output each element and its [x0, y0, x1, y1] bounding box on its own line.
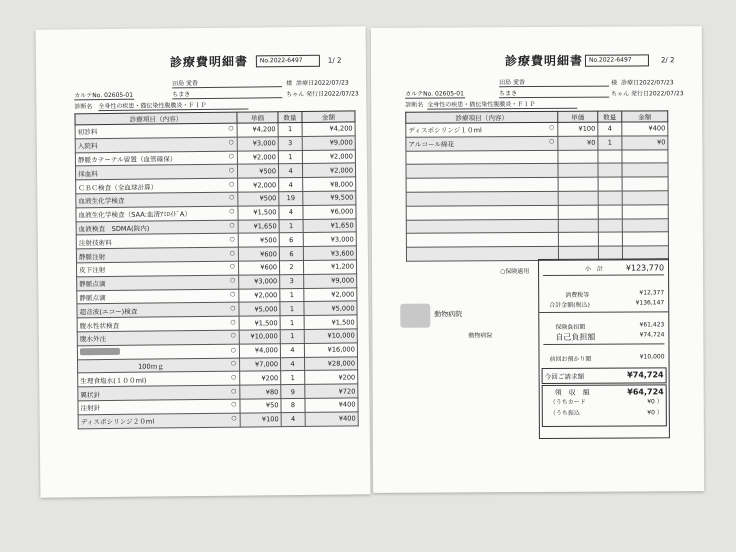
unit-price [558, 191, 598, 205]
insurance-label: 保険負担額 [555, 323, 586, 331]
quantity: 1 [280, 288, 304, 302]
page-title: 診療費明細書 [169, 54, 248, 70]
item-name-cell [406, 122, 558, 137]
insurance-mark: ○ [231, 387, 237, 395]
quantity: 1 [280, 316, 304, 330]
insurance-mark: ○ [230, 346, 236, 354]
amount: ¥200 [305, 370, 358, 384]
unit-price: ¥0 [558, 136, 598, 150]
self-pay-label: 自己負担額 [555, 332, 596, 342]
visit-date: 診療日2022/07/23 [296, 79, 349, 88]
insurance-mark: ○ [229, 263, 236, 271]
unit-price: ¥600 [238, 247, 279, 261]
table-row [406, 177, 668, 192]
quantity: 4 [281, 412, 305, 426]
insurance-mark: ○ [231, 400, 237, 409]
table-row [406, 232, 668, 247]
table-row [406, 149, 668, 164]
patient-name: 田島 愛香 [499, 80, 609, 88]
item-name: ＣＢＣ検査（全血球計算） [78, 183, 158, 192]
header-qty: 数量 [278, 111, 302, 122]
amount [622, 191, 668, 205]
deposit-label: 前回お預かり額 [549, 355, 592, 363]
amount: ¥10,000 [304, 329, 357, 343]
unit-price: ¥5,000 [239, 302, 280, 316]
card-value: ¥0 ） [647, 398, 663, 406]
amount [622, 149, 668, 163]
table-row [406, 205, 668, 220]
quantity [598, 219, 622, 233]
visit-date: 診療日2022/07/23 [621, 79, 674, 87]
amount: ¥6,000 [303, 205, 356, 219]
insurance-mark: ○ [231, 414, 237, 422]
document-number: No.2022-6497 [585, 54, 649, 66]
redacted-item-name [80, 348, 120, 355]
amount [622, 177, 668, 191]
quantity: 4 [281, 357, 305, 371]
unit-price [558, 150, 598, 164]
unit-price: ¥7,000 [240, 357, 281, 371]
diagnosis-label: 診断名 [74, 103, 93, 111]
quantity: 1 [281, 371, 305, 385]
page-number: 1/ 2 [327, 56, 342, 65]
header-price: 単価 [237, 112, 278, 123]
chart-number: カルテNo. 02605-01 [74, 91, 134, 100]
amount: ¥4,200 [302, 122, 355, 136]
unit-price: ¥200 [240, 371, 281, 385]
item-name: 腹水性状検査 [79, 321, 120, 330]
amount: ¥1,200 [303, 260, 356, 274]
quantity: 4 [279, 205, 303, 219]
unit-price: ¥3,000 [237, 137, 278, 151]
item-name: 翼状針 [80, 390, 101, 399]
amount: ¥1,650 [303, 218, 356, 232]
quantity [598, 191, 622, 205]
item-name-cell [406, 178, 558, 193]
diagnosis: 全身性の疾患・猫伝染性腹膜炎・ＦＩＰ [98, 103, 248, 112]
header-item: 診療項目（内容） [406, 111, 558, 123]
table-row [406, 136, 668, 151]
invoice-page-1 [36, 26, 371, 497]
item-name: 注射技術料 [78, 238, 112, 248]
item-name: アルコール綿花 [408, 140, 455, 149]
document-number: No.2022-6497 [256, 55, 320, 68]
amount: ¥720 [305, 384, 358, 398]
amount: ¥9,000 [304, 274, 357, 288]
quantity: 19 [279, 191, 303, 205]
item-name-cell [78, 413, 240, 428]
unit-price: ¥600 [238, 261, 279, 275]
quantity: 4 [278, 164, 302, 178]
item-name: 生理食塩水(１００ml) [80, 376, 147, 386]
page-title: 診療費明細書 [504, 53, 584, 69]
insurance-mark: ○ [228, 125, 234, 133]
item-name: 100ｍｇ [138, 362, 164, 371]
amount: ¥9,000 [302, 136, 355, 150]
unit-price: ¥10,000 [239, 330, 280, 344]
item-name-cell [406, 219, 558, 234]
quantity [598, 150, 622, 164]
amount: ¥1,500 [304, 315, 357, 329]
quantity: 1 [280, 302, 304, 316]
unit-price: ¥1,500 [238, 205, 279, 219]
unit-price [558, 205, 598, 219]
insurance-mark: ○ [549, 138, 555, 146]
insurance-mark: ○ [230, 373, 237, 381]
unit-price [558, 164, 598, 178]
clinic-name: 動物病院 [434, 310, 463, 319]
quantity: 3 [280, 274, 304, 288]
unit-price [558, 233, 598, 247]
insurance-mark: ○ [230, 304, 236, 312]
deposit-value: ¥10,000 [639, 353, 665, 361]
amount: ¥8,000 [303, 177, 356, 191]
diagnosis: 全身性の疾患・猫伝染性腹膜炎・ＦＩＰ [427, 102, 577, 110]
redacted-logo [400, 304, 430, 328]
total-label: 合計金額(税込) [549, 301, 590, 309]
summary-box [538, 258, 670, 439]
clinic-subtitle: 動物病院 [468, 332, 493, 340]
table-row [406, 191, 668, 206]
quantity: 6 [279, 247, 303, 261]
item-name-cell [406, 191, 558, 206]
item-name: 静脈カテーテル留置（血管確保） [77, 155, 177, 165]
item-name: 血液生化学検査 [78, 197, 125, 206]
received-value: ¥64,724 [627, 387, 664, 397]
subtotal-value: ¥123,770 [625, 263, 665, 273]
items-table [405, 110, 669, 261]
unit-price: ¥1,500 [239, 316, 280, 330]
unit-price: ¥2,000 [238, 178, 279, 192]
item-name-cell [406, 164, 558, 179]
pet-name: ちまき [172, 91, 282, 99]
quantity [598, 232, 622, 246]
amount: ¥400 [305, 398, 358, 412]
quantity [598, 205, 622, 219]
quantity: 2 [279, 260, 303, 274]
issue-date: ちゃん 発行日2022/07/23 [286, 90, 359, 99]
quantity: 1 [279, 219, 303, 233]
unit-price: ¥2,000 [237, 150, 278, 164]
unit-price: ¥4,200 [237, 123, 278, 137]
header-qty: 数量 [598, 111, 622, 122]
insurance-mark: ○ [229, 207, 235, 215]
insurance-mark: ○ [230, 318, 236, 326]
unit-price [558, 177, 598, 191]
item-name-cell [406, 150, 558, 165]
insurance-mark: ○ [229, 249, 235, 257]
insurance-mark: ○ [228, 152, 234, 160]
amount: ¥400 [622, 122, 668, 136]
quantity: 9 [281, 385, 305, 399]
unit-price: ¥500 [237, 164, 278, 178]
item-name: 皮下注射 [79, 266, 106, 275]
table-row [406, 218, 668, 233]
amount [622, 163, 668, 177]
unit-price: ¥4,000 [239, 343, 280, 357]
amount: ¥5,000 [304, 301, 357, 315]
amount [622, 205, 668, 219]
unit-price [558, 219, 598, 233]
tax-label: 消費税等 [565, 291, 590, 299]
unit-price: ¥50 [240, 399, 281, 413]
total-value: ¥136,147 [635, 299, 665, 307]
quantity: 6 [279, 233, 303, 247]
quantity: 1 [278, 122, 302, 136]
header-price: 単価 [558, 111, 598, 122]
billing-label: 今回ご請求額 [544, 372, 585, 381]
unit-price: ¥2,000 [239, 288, 280, 302]
self-pay-value: ¥74,724 [639, 331, 665, 339]
item-name-cell [406, 247, 558, 262]
amount: ¥3,600 [303, 246, 356, 260]
insurance-mark: ○ [228, 166, 235, 174]
unit-price: ¥1,650 [238, 219, 279, 233]
amount: ¥9,500 [303, 191, 356, 205]
received-label: 領 収 額 [554, 388, 590, 397]
insurance-mark: ○ [229, 221, 235, 229]
unit-price: ¥80 [240, 385, 281, 399]
honorific: 様 [611, 79, 618, 87]
item-name: 超音波(エコー)検査 [79, 307, 138, 317]
insurance-mark: ○ [229, 276, 236, 284]
amount: ¥3,000 [303, 232, 356, 246]
subtotal-label: 小 計 [585, 265, 604, 273]
item-name: 注射針 [80, 404, 101, 413]
amount: ¥0 [622, 136, 668, 150]
quantity: 4 [280, 343, 304, 357]
quantity: 4 [598, 122, 622, 136]
insurance-mark: ○ [229, 194, 235, 202]
item-name: 採血料 [78, 169, 98, 179]
item-name: 静脈点滴 [79, 293, 106, 303]
insurance-note: ○保険適用 [500, 268, 530, 276]
amount [622, 232, 668, 246]
amount [622, 218, 668, 232]
insurance-mark: ○ [229, 235, 235, 243]
item-name-cell [406, 233, 558, 248]
pet-name: ちまき [499, 91, 609, 99]
insurance-mark: ○ [230, 359, 237, 367]
quantity: 1 [598, 136, 622, 150]
tax-value: ¥12,377 [639, 289, 665, 297]
billing-value: ¥74,724 [627, 370, 664, 380]
item-name-cell [406, 205, 558, 220]
insurance-value: ¥61,423 [639, 321, 665, 329]
item-name: 静脈注射 [78, 252, 106, 261]
transfer-value: ¥0 ） [647, 409, 663, 417]
honorific: 様 [286, 80, 293, 88]
insurance-mark: ○ [230, 290, 236, 298]
quantity: 3 [278, 136, 302, 150]
quantity: 1 [280, 329, 304, 343]
card-label: （うちカード [549, 398, 586, 406]
amount: ¥28,000 [305, 356, 358, 370]
item-name: 初診料 [77, 128, 98, 137]
quantity: 8 [281, 398, 305, 412]
item-name: 血液生化学検査（SAA:血清ｱﾐﾛｲﾄﾞA） [78, 210, 191, 220]
issue-date: ちゃん 発行日2022/07/23 [611, 90, 684, 98]
chart-number: カルテNo. 02605-01 [405, 90, 464, 98]
item-name: 入院料 [77, 142, 98, 151]
amount: ¥2,000 [304, 287, 357, 301]
header-amount: 金額 [302, 111, 355, 123]
insurance-mark: ○ [230, 332, 236, 340]
insurance-mark: ○ [228, 180, 235, 188]
header-amount: 金額 [622, 111, 668, 122]
invoice-page-2 [371, 26, 704, 493]
item-name: 静脈点滴 [79, 280, 106, 289]
quantity [598, 163, 622, 177]
table-row [406, 163, 668, 178]
item-name: 腹水外注 [79, 335, 107, 344]
unit-price: ¥500 [238, 192, 279, 206]
insurance-mark: ○ [549, 124, 555, 132]
item-name: ディスポシリンジ２０ml [80, 417, 155, 427]
transfer-label: （うち振込 [549, 409, 580, 417]
quantity [598, 177, 622, 191]
amount: ¥400 [305, 412, 358, 426]
quantity: 1 [278, 150, 302, 164]
unit-price: ¥100 [558, 122, 598, 136]
quantity: 4 [279, 178, 303, 192]
unit-price: ¥500 [238, 233, 279, 247]
table-row [406, 122, 668, 137]
page-number: 2/ 2 [660, 56, 675, 65]
item-name: 血液検査 SDMA(院内) [78, 224, 150, 234]
header-item: 診療項目（内容） [75, 112, 237, 125]
items-table [74, 110, 358, 428]
amount: ¥16,000 [304, 343, 357, 357]
patient-name: 田島 愛香 [172, 80, 282, 88]
insurance-mark: ○ [228, 138, 234, 146]
item-name: ディスポシリンジ１０ml [408, 126, 482, 136]
item-name-cell [406, 136, 558, 151]
table-row [78, 412, 358, 429]
unit-price: ¥100 [240, 412, 281, 426]
amount: ¥2,000 [302, 149, 355, 163]
unit-price: ¥3,000 [239, 274, 280, 288]
diagnosis-label: 診断名 [405, 101, 424, 109]
amount: ¥2,000 [302, 163, 355, 177]
